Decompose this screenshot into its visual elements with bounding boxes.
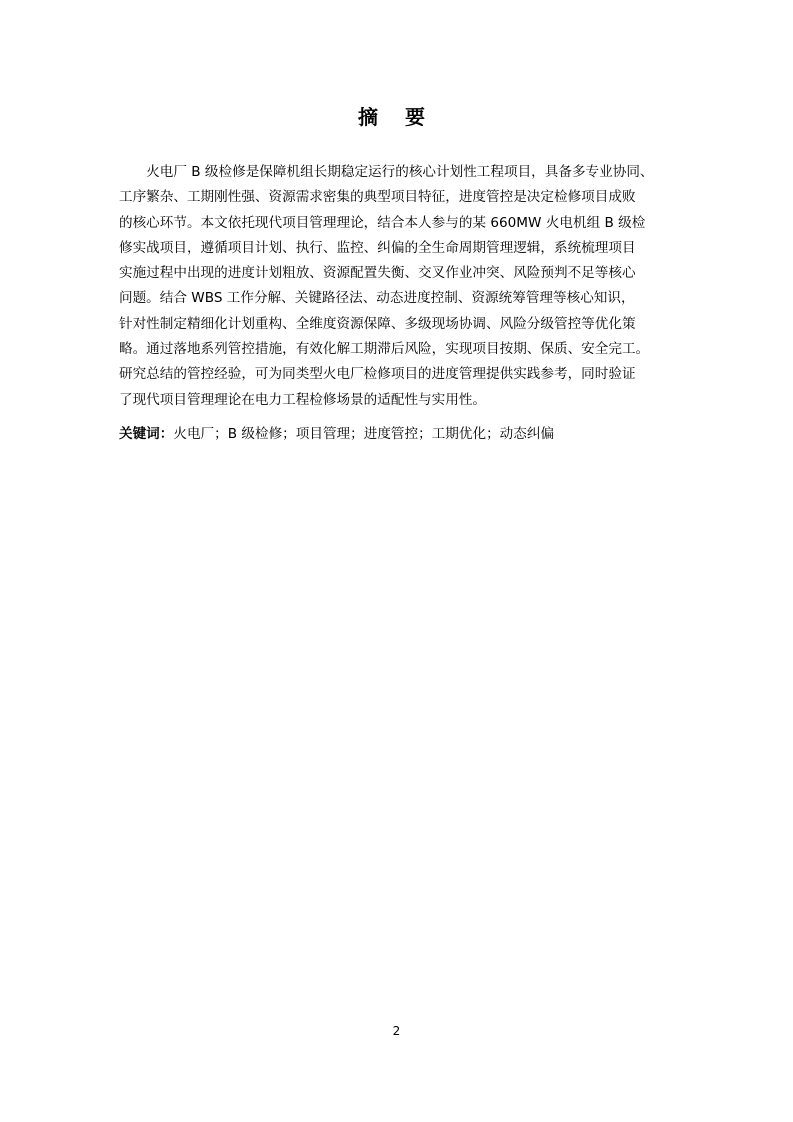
abstract-line: 问题。结合 WBS 工作分解、关键路径法、动态进度控制、资源统筹管理等核心知识， <box>119 290 635 307</box>
abstract-line: 针对性制定精细化计划重构、全维度资源保障、多级现场协调、风险分级管控等优化策 <box>119 315 636 332</box>
abstract-line: 研究总结的管控经验，可为同类型火电厂检修项目的进度管理提供实践参考，同时验证 <box>119 366 636 383</box>
abstract-line: 工序繁杂、工期刚性强、资源需求密集的典型项目特征，进度管控是决定检修项目成败 <box>119 189 636 206</box>
keywords-label: 关键词： <box>119 426 174 442</box>
abstract-title: 摘 要 <box>358 105 435 129</box>
abstract-line: 了现代项目管理理论在电力工程检修场景的适配性与实用性。 <box>119 391 487 408</box>
keywords-line <box>119 422 679 447</box>
abstract-line: 火电厂 B 级检修是保障机组长期稳定运行的核心计划性工程项目，具备多专业协同、 <box>119 164 654 180</box>
abstract-line: 实施过程中出现的进度计划粗放、资源配置失衡、交叉作业冲突、风险预判不足等核心 <box>119 265 636 282</box>
abstract-line: 略。通过落地系列管控措施，有效化解工期滞后风险，实现项目按期、保质、安全完工。 <box>119 341 650 358</box>
keywords-text: 火电厂；B 级检修；项目管理；进度管控；工期优化；动态纠偏 <box>173 426 555 442</box>
abstract-body <box>119 160 679 413</box>
abstract-line: 的核心环节。本文依托现代项目管理理论，结合本人参与的某 660MW 火电机组 B 级检 <box>119 214 646 231</box>
abstract-line: 修实战项目，遵循项目计划、执行、监控、纠偏的全生命周期管理逻辑，系统梳理项目 <box>119 239 636 256</box>
page-number: 2 <box>392 1024 401 1038</box>
